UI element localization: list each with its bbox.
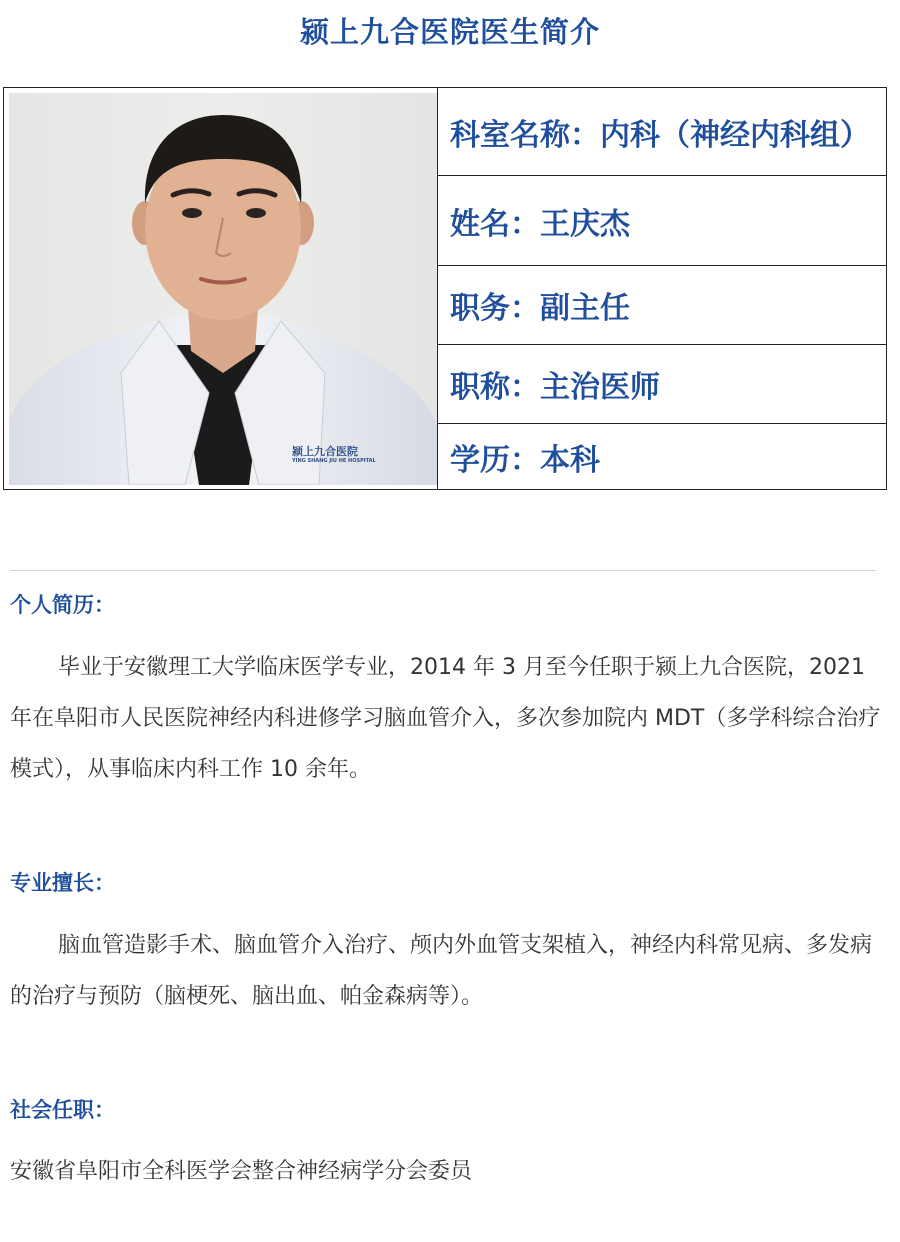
fields-cell	[438, 88, 886, 489]
social-heading: 社会任职：	[10, 1098, 115, 1122]
resume-text: 毕业于安徽理工大学临床医学专业，2014 年 3 月至今任职于颍上九合医院，2021 年在阜阳市人民医院神经内科进修学习脑血管介入，多次参加院内 MDT（多学科综合治疗模式），从事临床内科工作 10 余年。	[10, 655, 881, 782]
doctor-info-table	[3, 87, 887, 490]
field-value-department: 内科（神经内科组）	[600, 117, 870, 153]
field-label-name: 姓名：	[450, 206, 540, 242]
field-label-education: 学历：	[450, 442, 540, 478]
specialty-heading: 专业擅长：	[10, 871, 115, 895]
field-value-position: 副主任	[540, 291, 630, 326]
field-label-department: 科室名称：	[450, 117, 600, 153]
photo-cell	[4, 88, 438, 489]
field-value-title: 主治医师	[540, 370, 660, 405]
field-value-education: 本科	[540, 442, 600, 478]
doctor-photo	[9, 93, 437, 485]
field-row-name	[438, 176, 886, 266]
resume-heading: 个人简历：	[10, 593, 115, 617]
field-row-position	[438, 266, 886, 345]
specialty-text: 脑血管造影手术、脑血管介入治疗、颅内外血管支架植入，神经内科常见病、多发病的治疗与预防（脑梗死、脑出血、帕金森病等）。	[10, 933, 873, 1009]
photo-badge-subtext: YING SHANG JIU HE HOSPITAL	[292, 458, 376, 464]
field-label-title: 职称：	[450, 370, 540, 405]
section-divider	[10, 570, 876, 571]
field-row-education	[438, 424, 886, 489]
page-title: 颍上九合医院医生简介	[299, 15, 600, 49]
social-text: 安徽省阜阳市全科医学会整合神经病学分会委员	[10, 1159, 473, 1184]
photo-badge-text: 颍上九合医院	[292, 445, 358, 458]
field-label-position: 职务：	[450, 291, 540, 326]
photo-badge	[292, 445, 376, 464]
field-value-name: 王庆杰	[540, 206, 630, 242]
doctor-portrait-illustration	[9, 93, 437, 485]
field-row-title	[438, 345, 886, 424]
field-row-department	[438, 88, 886, 176]
